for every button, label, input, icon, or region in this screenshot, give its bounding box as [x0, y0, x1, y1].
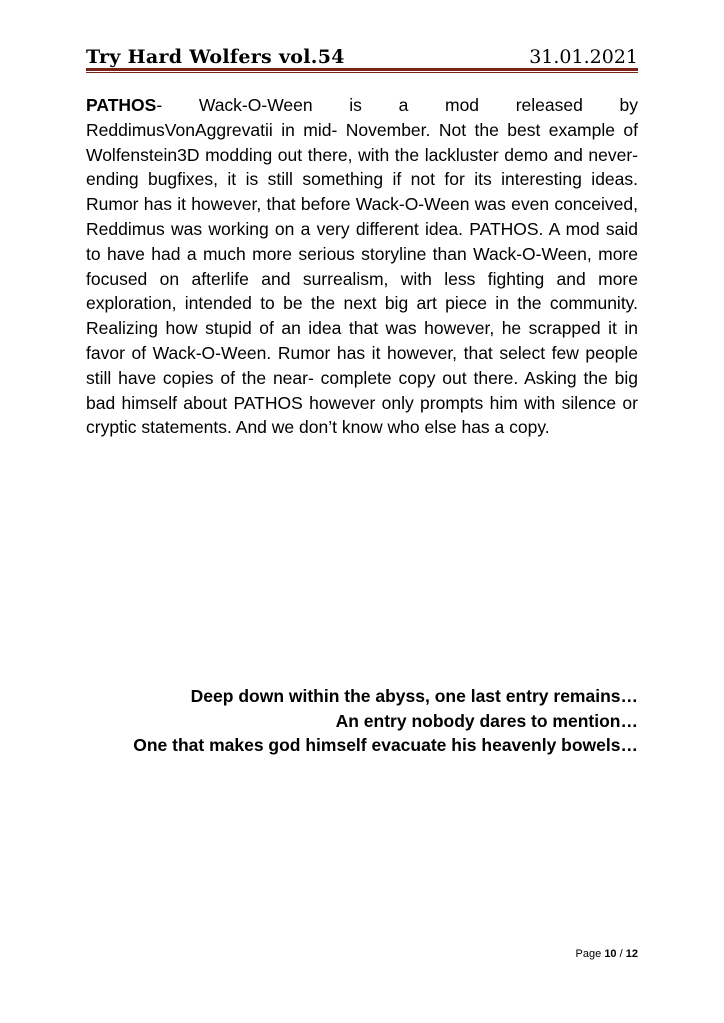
page-separator: / [619, 948, 623, 960]
current-page-number: 10 [604, 948, 617, 960]
teaser-line: One that makes god himself evacuate his heavenly bowels… [133, 735, 638, 755]
teaser-block [78, 684, 638, 758]
page-label: Page [575, 948, 602, 960]
article-paragraph: - Wack-O-Ween is a mod released by ReddimusVonAggrevatii in mid- November. Not the best example of Wolfenstein3D modding out there, with the lackluster demo and never-ending bugfixes, it is still something if not for its interesting ideas. Rumor has it however, that before Wack-O-Ween was even conceived, Reddimus was working on a very different idea. PATHOS. A mod said to have had a much more serious storyline than Wack-O-Ween, more focused on afterlife and surrealism, with less fighting and more exploration, intended to be the next big art piece in the community. Realizing how stupid of an idea that was however, he scrapped it in favor of Wack-O-Ween. Rumor has it however, that select few people still have copies of the near- complete copy out there. Asking the big bad himself about PATHOS however only prompts him with silence or cryptic statements. And we don’t know who else has a copy. [86, 95, 638, 438]
total-pages-number: 12 [625, 948, 638, 960]
header-divider [86, 68, 638, 73]
page-footer [576, 948, 638, 960]
magazine-title: Try Hard Wolfers vol.54 [86, 46, 345, 68]
page-header [86, 40, 638, 70]
issue-date: 31.01.2021 [529, 46, 638, 68]
article-lead-term: PATHOS [86, 95, 157, 115]
article-body [86, 93, 638, 440]
teaser-line: An entry nobody dares to mention… [335, 710, 638, 731]
teaser-line: Deep down within the abyss, one last entry remains… [190, 686, 638, 706]
